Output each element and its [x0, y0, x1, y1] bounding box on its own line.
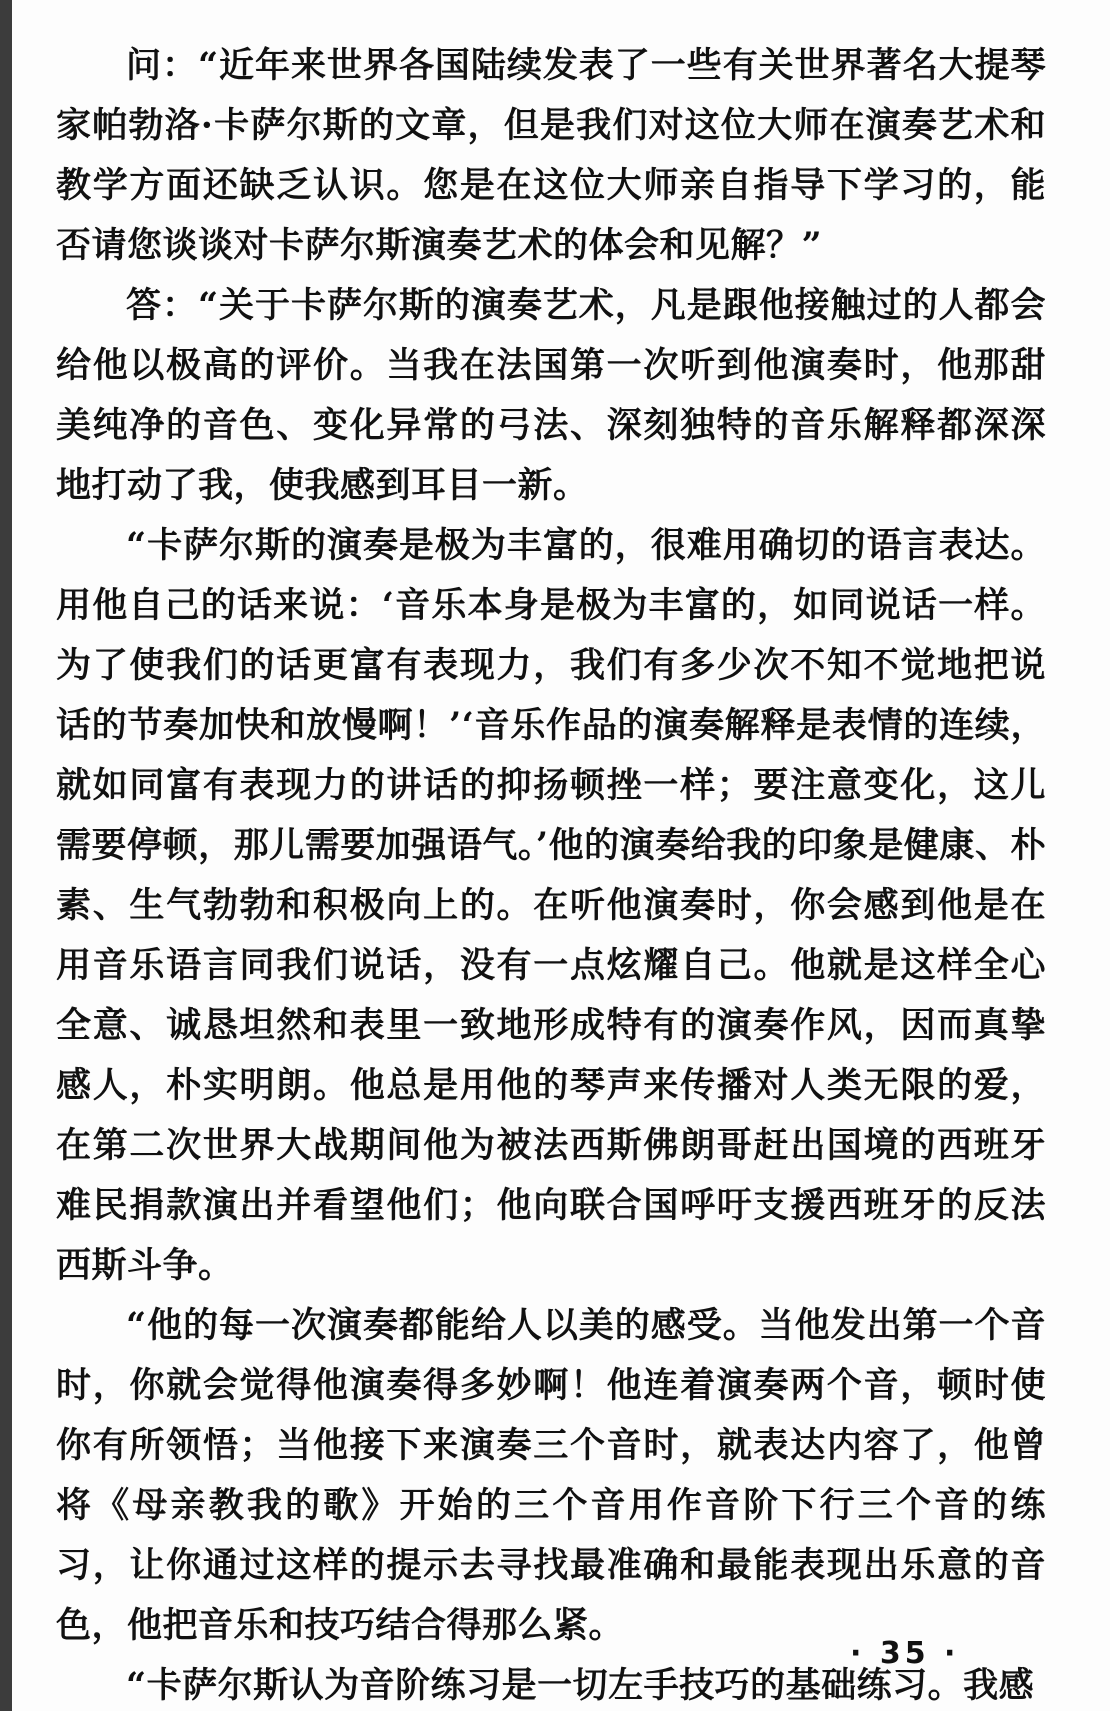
- body-paragraph: “卡萨尔斯的演奏是极为丰富的，很难用确切的语言表达。用他自己的话来说：‘音乐本身是极为丰富的，如同说话一样。为了使我们的话更富有表现力，我们有多少次不知不觉地把说话的节奏加快和放慢啊！’‘音乐作品的演奏解释是表情的连续，就如同富有表现力的讲话的抑扬顿挫一样；要注意变化，这儿需要停顿，那儿需要加强语气。’他的演奏给我的印象是健康、朴素、生气勃勃和积极向上的。在听他演奏时，你会感到他是在用音乐语言同我们说话，没有一点炫耀自己。他就是这样全心全意、诚恳坦然和表里一致地形成特有的演奏作风，因而真挚感人，朴实明朗。他总是用他的琴声来传播对人类无限的爱，在第二次世界大战期间他为被法西斯佛朗哥赶出国境的西班牙难民捐款演出并看望他们；他向联合国呼吁支援西班牙的反法西斯斗争。: [56, 525, 1047, 1286]
- body-paragraph: “卡萨尔斯认为音阶练习是一切左手技巧的基础练习。我感: [126, 1665, 1035, 1706]
- body-text: [56, 36, 1046, 1716]
- body-paragraph: “他的每一次演奏都能给人以美的感受。当他发出第一个音时，你就会觉得他演奏得多妙啊！他连着演奏两个音，顿时使你有所领悟；当他接下来演奏三个音时，就表达内容了，他曾将《母亲教我的歌》开始的三个音用作音阶下行三个音的练习，让你通过这样的提示去寻找最准确和最能表现出乐意的音色，他把音乐和技巧结合得那么紧。: [56, 1305, 1046, 1646]
- page-number: · 35 ·: [850, 1636, 960, 1671]
- scan-edge-shadow: [0, 0, 12, 1711]
- question-paragraph: 问：“近年来世界各国陆续发表了一些有关世界著名大提琴家帕勃洛·卡萨尔斯的文章，但是我们对这位大师在演奏艺术和教学方面还缺乏认识。您是在这位大师亲自指导下学习的，能否请您谈谈对卡萨尔斯演奏艺术的体会和见解？”: [56, 45, 1046, 266]
- answer-paragraph: 答：“关于卡萨尔斯的演奏艺术，凡是跟他接触过的人都会给他以极高的评价。当我在法国第一次听到他演奏时，他那甜美纯净的音色、变化异常的弓法、深刻独特的音乐解释都深深地打动了我，使我感到耳目一新。: [56, 285, 1046, 506]
